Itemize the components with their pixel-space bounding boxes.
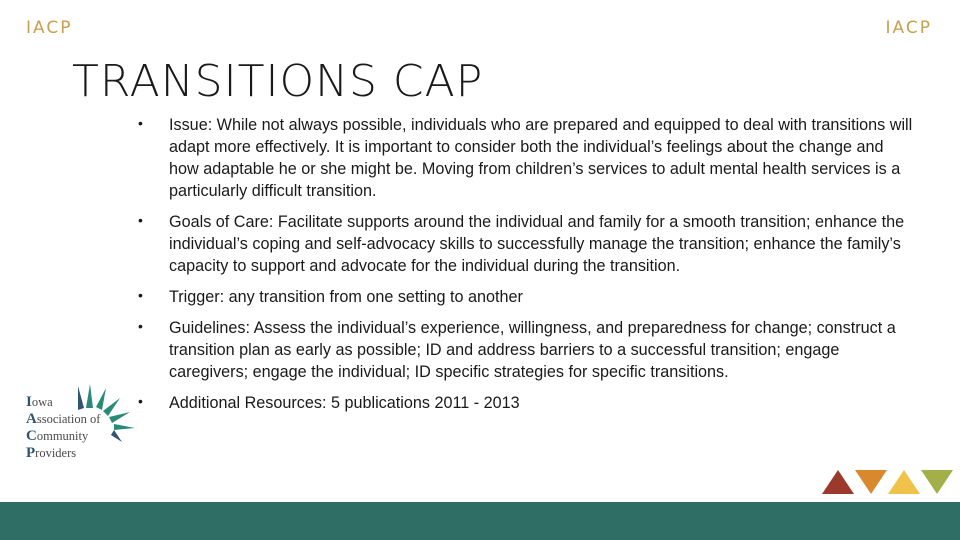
brand-label-left: IACP	[26, 18, 73, 38]
logo-text-line1: owa	[31, 395, 53, 409]
bullet-item-goals	[135, 211, 915, 277]
bullet-list	[135, 114, 915, 423]
triangle-red-icon	[822, 470, 854, 494]
logo-cap-a: A	[26, 411, 37, 427]
bullet-item-issue	[135, 114, 915, 202]
logo-text-line3: ommunity	[36, 429, 89, 443]
iacp-logo	[22, 380, 147, 465]
slide-title: TRANSITIONS CAP	[72, 56, 484, 107]
bullet-item-resources	[135, 392, 915, 414]
bullet-text-goals: Goals of Care: Facilitate supports around the individual and family for a smooth transition; enhance the individual’s coping and self-advocacy skills to successfully manage the transition; enhance the family’s capacity to support and advocate for the individual during the transition.	[169, 213, 905, 275]
bullet-text-resources: Additional Resources: 5 publications 2011 - 2013	[169, 394, 520, 412]
footer-bar	[0, 502, 960, 540]
bullet-text-issue: Issue: While not always possible, individuals who are prepared and equipped to deal with transitions will adapt more effectively. It is important to consider both the individual’s feelings about the change and how adaptable he or she might be. Moving from children’s services to adult mental health services is a particularly difficult transition.	[169, 116, 913, 200]
logo-cap-p: P	[26, 445, 36, 461]
bullet-dot-icon: •	[138, 287, 143, 303]
logo-text-line4: roviders	[35, 446, 77, 460]
triangle-yellow-icon	[888, 470, 920, 494]
decorative-triangles	[822, 470, 954, 496]
bullet-dot-icon: •	[138, 115, 143, 131]
bullet-dot-icon: •	[138, 212, 143, 228]
bullet-item-trigger	[135, 286, 915, 308]
triangle-olive-icon	[921, 470, 953, 494]
triangle-orange-icon	[855, 470, 887, 494]
bullet-dot-icon: •	[138, 393, 143, 409]
bullet-text-trigger: Trigger: any transition from one setting to another	[169, 288, 523, 306]
bullet-item-guidelines	[135, 317, 915, 383]
logo-cap-i: I	[26, 394, 32, 410]
bullet-dot-icon: •	[138, 318, 143, 334]
bullet-text-guidelines: Guidelines: Assess the individual’s experience, willingness, and preparedness for change; construct a transition plan as early as possible; ID and address barriers to a successful transition; engage caregivers; engage the individual; ID specific strategies for specific transitions.	[169, 319, 896, 381]
brand-label-right: IACP	[885, 18, 932, 38]
logo-text-line2: ssociation of	[36, 412, 101, 426]
logo-cap-c: C	[26, 428, 37, 444]
logo-wordmark	[26, 394, 100, 462]
